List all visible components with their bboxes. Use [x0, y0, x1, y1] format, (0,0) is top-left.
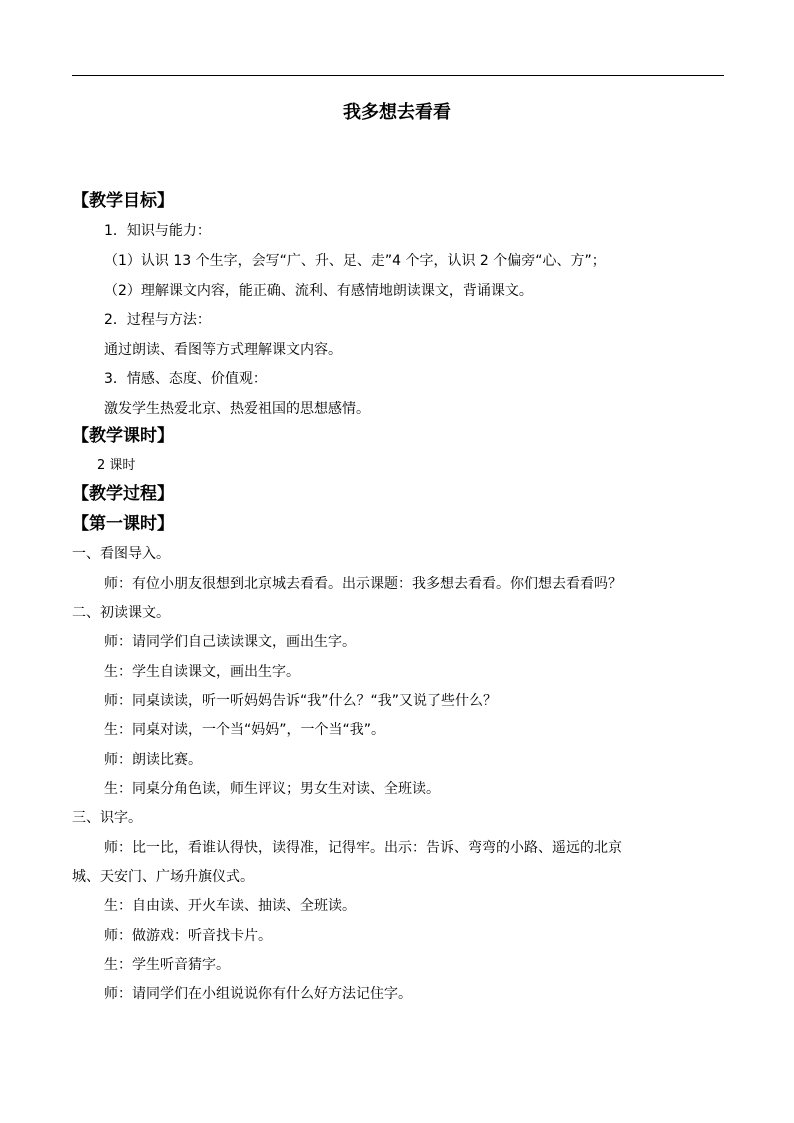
step-2-title: 二、初读课文。: [72, 605, 170, 621]
step-3-title: 三、识字。: [72, 810, 142, 826]
step-2-student-line-1: 生：学生自读课文，画出生字。: [104, 664, 300, 680]
step-3-student-line-1: 生：自由读、开火车读、抽读、全班读。: [104, 898, 356, 914]
goal-1-item-1: （1）认识 13 个生字，会写“广、升、足、走”4 个字，认识 2 个偏旁“心、方”；: [104, 253, 606, 269]
document-title: 我多想去看看: [343, 102, 451, 123]
goal-1-title: 1．知识与能力：: [104, 223, 211, 239]
step-3-student-line-2: 生：学生听音猜字。: [104, 957, 230, 973]
step-3-teacher-line-2: 师：做游戏：听音找卡片。: [104, 928, 272, 944]
step-3-teacher-line-1b: 城、天安门、广场升旗仪式。: [72, 869, 254, 885]
step-2-teacher-line-3: 师：朗读比赛。: [104, 752, 202, 768]
step-1-title: 一、看图导入。: [72, 546, 170, 562]
goal-3-title: 3．情感、态度、价值观：: [104, 371, 267, 387]
goal-2-title: 2．过程与方法：: [104, 312, 211, 328]
section-heading-process: 【教学过程】: [72, 484, 174, 504]
step-3-teacher-line-3: 师：请同学们在小组说说你有什么好方法记住字。: [104, 986, 412, 1002]
header-rule: [72, 75, 724, 76]
hours-text: 2 课时: [97, 458, 136, 473]
goal-1-item-2: （2）理解课文内容，能正确、流利、有感情地朗读课文，背诵课文。: [104, 283, 533, 299]
section-heading-lesson-1: 【第一课时】: [72, 514, 174, 534]
step-2-student-line-2: 生：同桌对读，一个当“妈妈”，一个当“我”。: [104, 722, 386, 738]
step-1-teacher-line: 师：有位小朋友很想到北京城去看看。出示课题：我多想去看看。你们想去看看吗？: [104, 576, 622, 592]
step-2-teacher-line-2: 师：同桌读读，听一听妈妈告诉“我”什么？“我”又说了些什么？: [104, 693, 498, 709]
goal-2-text: 通过朗读、看图等方式理解课文内容。: [104, 342, 342, 358]
section-heading-goals: 【教学目标】: [72, 191, 174, 211]
step-2-student-line-3: 生：同桌分角色读，师生评议；男女生对读、全班读。: [104, 781, 440, 797]
goal-3-text: 激发学生热爱北京、热爱祖国的思想感情。: [104, 401, 370, 417]
step-2-teacher-line-1: 师：请同学们自己读读课文，画出生字。: [104, 634, 356, 650]
step-3-teacher-line-1a: 师：比一比，看谁认得快，读得准，记得牢。出示：告诉、弯弯的小路、遥远的北京: [104, 840, 622, 856]
section-heading-hours: 【教学课时】: [72, 426, 174, 446]
